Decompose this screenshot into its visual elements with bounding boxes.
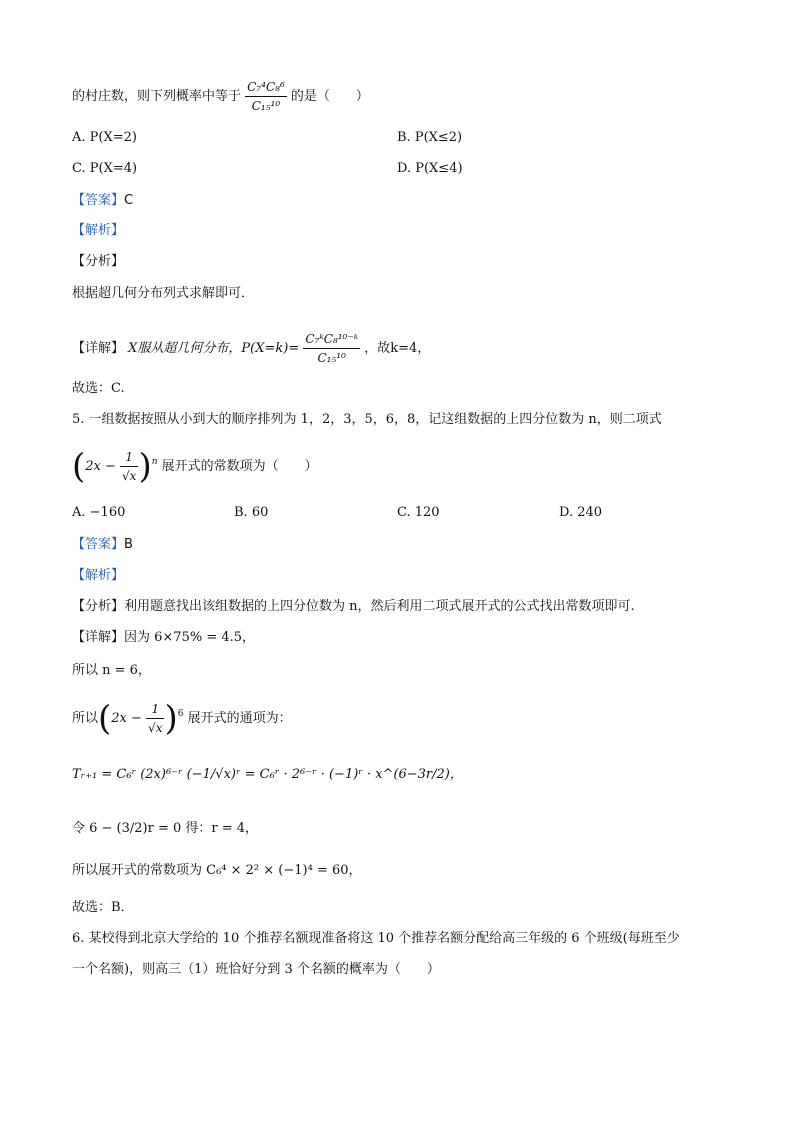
- detail-tag: 【详解】: [72, 630, 125, 645]
- q5-option-b: B. 60: [234, 505, 269, 520]
- q5-detail-1: [72, 629, 255, 647]
- q5-detail-fraction: [146, 700, 164, 737]
- q4-detail-b: ，故k=4，: [364, 341, 431, 356]
- q5-choose: 故选：B．: [72, 900, 134, 915]
- q5-option-a: A. −160: [72, 505, 126, 520]
- right-paren: ): [164, 698, 178, 739]
- q4-detail: [72, 330, 430, 367]
- q5-fenxi: [72, 598, 635, 616]
- q4-option-c: C. P(X=4): [72, 161, 138, 176]
- q5-expr-exp: n: [151, 457, 158, 467]
- q5-detail-1-text: 因为 6×75% = 4.5，: [124, 630, 256, 645]
- q4-detail-a: X服从超几何分布，P(X=k)=: [128, 341, 300, 356]
- fenxi-tag: 【分析】: [72, 254, 125, 269]
- q4-fenxi-tag: [72, 253, 124, 271]
- answer-tag: 【答案】: [72, 537, 125, 552]
- q5-expr-inner: 2x −: [85, 459, 121, 474]
- answer-tag: 【答案】: [72, 193, 125, 208]
- q5-detail-exp: 6: [177, 709, 184, 719]
- q5-expr-den: √x: [122, 469, 137, 483]
- right-paren: ): [138, 446, 152, 487]
- q4-fraction: [245, 78, 287, 115]
- q4-fenxi-text: 根据超几何分布列式求解即可．: [72, 286, 255, 301]
- q4-stem-prefix: 的村庄数，则下列概率中等于: [72, 89, 242, 104]
- q5-detail-3-prefix: 所以: [72, 711, 99, 726]
- q5-detail-2: 所以 n = 6，: [72, 663, 151, 678]
- q5-expr-num: 1: [120, 448, 138, 467]
- answer-value: B: [124, 537, 133, 552]
- q5-general-term: Tᵣ₊₁ = C₆ʳ (2x)⁶⁻ʳ (−1/√x)ʳ = C₆ʳ · 2⁶⁻ʳ · (−1)ʳ · x^(6−3r/2)，: [72, 767, 463, 782]
- q5-expr-fraction: [120, 448, 138, 485]
- q5-stem-line2: [72, 448, 318, 485]
- q5-analysis-tag: [72, 567, 124, 585]
- q5-stem-line1: 5. 一组数据按照从小到大的顺序排列为 1，2，3，5，6，8，记这组数据的上四分位数为 n，则二项式: [72, 412, 662, 427]
- q5-detail-3: [72, 700, 292, 737]
- q5-stem-suffix: 展开式的常数项为（ ）: [161, 459, 318, 474]
- q4-answer: [72, 192, 133, 210]
- left-paren: (: [72, 446, 86, 487]
- fenxi-tag: 【分析】: [72, 599, 125, 614]
- q4-stem: [72, 78, 369, 115]
- q4-option-d: D. P(X≤4): [397, 161, 463, 176]
- q4-option-b: B. P(X≤2): [397, 130, 463, 145]
- analysis-tag: 【解析】: [72, 223, 125, 238]
- q5-option-c: C. 120: [397, 505, 440, 520]
- q5-detail-den: √x: [148, 721, 163, 735]
- left-paren: (: [98, 698, 112, 739]
- q5-detail-3-suffix: 展开式的通项为：: [187, 711, 292, 726]
- detail-tag: 【详解】: [72, 341, 125, 356]
- answer-value: C: [124, 193, 134, 208]
- q4-choose: 故选：C.: [72, 381, 125, 396]
- q5-detail-expr-inner: 2x −: [111, 711, 147, 726]
- q4-frac-den: C₁₅¹⁰: [251, 99, 281, 113]
- q5-fenxi-text: 利用题意找出该组数据的上四分位数为 n，然后利用二项式展开式的公式找出常数项即可.: [124, 599, 635, 614]
- q6-stem-line2: 一个名额)，则高三（1）班恰好分到 3 个名额的概率为（ ）: [72, 962, 440, 977]
- q4-detail-frac-den: C₁₅¹⁰: [317, 351, 346, 365]
- q4-detail-fraction: [303, 330, 360, 367]
- q4-analysis-tag: [72, 222, 124, 240]
- q4-option-a: A. P(X=2): [72, 130, 137, 145]
- q5-let-line: 令 6 − (3/2)r = 0 得：r = 4，: [72, 821, 259, 836]
- q5-answer: [72, 536, 133, 554]
- q4-detail-frac-num: C₇ᵏC₈¹⁰⁻ᵏ: [303, 330, 360, 349]
- q4-stem-suffix: 的是（ ）: [290, 89, 369, 104]
- q5-detail-num: 1: [146, 700, 164, 719]
- q5-const-line: 所以展开式的常数项为 C₆⁴ × 2² × (−1)⁴ = 60，: [72, 863, 362, 878]
- q6-stem-line1: 6. 某校得到北京大学给的 10 个推荐名额现准备将这 10 个推荐名额分配给高三年级的 6 个班级(每班至少: [72, 931, 680, 946]
- q5-option-d: D. 240: [559, 505, 603, 520]
- analysis-tag: 【解析】: [72, 568, 125, 583]
- q4-frac-num: C₇⁴C₈⁶: [245, 78, 287, 97]
